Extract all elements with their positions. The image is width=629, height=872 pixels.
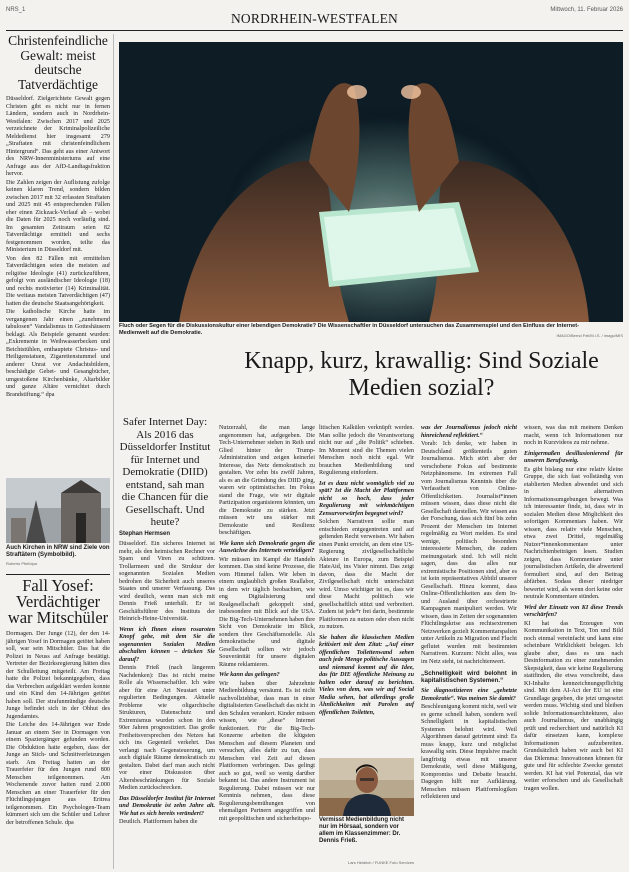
left-body <box>6 96 110 399</box>
column-paragraph: KI hat das Erzeugen von Kommunikation in Text, Ton und Bild noch einmal vereinfacht und kann eine scheinbare Wirklichkeit belegen. Ich glaube aber, dass es uns nach Desinformation zu einer zunehmenden Skepsigkeit, dass wir keine Regulierung stattfinden, die etwa vorschreibt, dass KI-Inhalte kennzeichnungspflichtig sind. Mit dem AI-Act der EU ist eine Grundlage gegeben, die jetzt umgesetzt werden muss. Wichtig sind und bleiben solide Informationsarchitekturen, also auch Journalismus, der unabhängig prüft und recherchiert und natürlich KI dafür einsetzen kann, komplexe Informationen aufzubereiten. Grundsätzlich haben wir auch bei KI das Dilemma: Innovationen können für gute und für schlechte Zwecke genutzt werden. KI hat viel Potenzial, das wir weiter erforschen und als Gesellschaft tragen wollen. <box>524 620 623 792</box>
column-paragraph: Beschleunigung kommt nicht, weil wir es gerne schnell haben, sondern weil Schnelligkeit in kapitalistischen Systemen belohnt wird. Weil Algorithmen darauf getrimmt sind: Es muss knapp, kurz und möglichst krawallig sein. Diese Impulsive macht langfristig etwas mit unserer Demokratie, weil diese Mäßigung, Kompromiss und Debatte braucht. Dagegen hilft nur Aufklärung. Menschen müssen Plattformlogiken reflektieren und <box>421 704 517 800</box>
fall-headline: Fall Yosef: Verdächtiger war Mitschüler <box>7 576 109 627</box>
interview-question: Wie kann sich Demokratie gegen die Auswüchse des Internets verteidigen? <box>219 540 315 554</box>
fall-paragraph: Die Leiche des 14-Jährigen war Ende Januar an einem See in Dormagen von einem Spaziergänger gefunden worden. Die Obduktion hatte ergeben, dass der Junge an Stich- und Schnittverletzungen starb. Am Freitag hatten an der Trauerfeier für den Jungen rund 800 Menschen teilgenommen. Am Wochenende zuvor hatten rund 2.000 Menschen an einer Trauerfeier für den Flüchtlingsjungen aus Eritrea teilgenommen. Ein Psychologen-Team kümmert sich um die Schüler und Lehrer der betroffenen Schule. dpa <box>6 722 110 826</box>
interview-question: Wie kann das gelingen? <box>219 672 280 678</box>
portrait-photo <box>319 758 414 816</box>
article-column-3 <box>319 425 414 718</box>
fall-article <box>6 578 110 828</box>
photo-credit: IMAGO/Bernd Feil/M.i.S. / imago/MIS <box>556 333 623 338</box>
article-column-5 <box>524 425 623 794</box>
interview-question: Sie diagnostizieren eine „gehetzte Demokratie“. Was meinen Sie damit? <box>421 688 517 702</box>
main-photo <box>119 42 623 322</box>
teaser: Safer Internet Day: Als 2016 das Düsseldorfer Institut für Internet und Demokratie (DIID) entstand, sah man die Chancen für die Gesellschaft. Und heute? <box>119 416 211 528</box>
church-image <box>6 478 110 543</box>
portrait-credit: Lars Heidrich / FUNKE Foto Services <box>347 860 414 865</box>
column-paragraph: Solchen Narrativen sollte man entschieden entgegentreten und auf geltenden Recht verweisen. Wir haben einen Punkt erreicht, an dem eine US-Regierung zivilgesellschaftliche Akteure in Europa, zum Beispiel HateAid, ins Visier nimmt. Das zeigt davon, dass die Macht der Zivilgesellschaft nicht unterschätzt wird. Umso wichtiger ist es, dass wir diese Macht politisch wie gesellschaftlich stützt und verbreitert. Zudem ist jede*r frei darin, bestimmte Plattformen zu nutzen oder eben nicht zu nutzen. <box>319 519 414 630</box>
page-date: Mittwoch, 11. Februar 2026 <box>550 7 623 13</box>
church-caption: Auch Kirchen in NRW sind Ziele von Straftätern (Symbolbild). <box>6 545 110 558</box>
left-paragraph: Die katholische Kirche hatte im vergangenen Jahr einen „zunehmend tabulosen“ Vandalismus in Gotteshäusern beklagt. Als Beispiele genannt wurden: „Exkremente in Weihwasserbecken und Beichtstühlen, enthauptete Christus- und Heiligenstatuen, Zigarettenstummel und anderer Unrat vor Andachtsbildern, beschädigte Gebet- und Gesangbücher, umgestoßene Kirchenbänke, Altarbilder und ganze Altäre vernichtet durch Brandstiftung.“ dpa <box>6 309 110 398</box>
column-paragraph: wissen, was das mit meinem Denken macht, wenn ich Informationen nur noch in Kurzvideos zu mir nehme. <box>524 425 623 446</box>
column-paragraph: Nutzerzahl, die man lange angenommen hat, aufgegeben. Die Tech-Unternehmer stehen in Reih und Glied hinter der Trump-Administration und zeigen keinerlei Interesse, das Netz demokratisch zu gestalten. Vor zehn bis zwölf Jahren, als es an die Gründung des DIID ging, waren wir optimistischer. Im Fokus stand die Frage, wie wir digitale Partizipation organisieren könnten, um die Demokratie zu stärken. Jetzt müssen wir uns stärker mit Demokratie und Resilienz beschäftigen. <box>219 425 315 536</box>
column-paragraph: Wir haben über Jahrzehnte Medienbildung versäumt. Es ist nicht nachvollziehbar, dass man in einer digitalisierten Gesellschaft das nicht in den Schulen verankert. Kinder müssen wissen, wie „diese“ Internet funktioniert. Für die Big-Tech-Konzerne arbeiten die klügsten Menschen auf diesem Planeten und versuchen, alles dafür zu tun, dass Menschen viel Zeit auf diesen Plattformen verbringen. Das gelingt auch so gut, weil so wenig darüber bekannt ist. Das andere Instrument ist Regulierung. Dabei müssen wir nur Kenntnis nehmen, dass diese Regulierungsbemühungen von ehemaligen Partnern angegriffen und mit geopolitischen und sicherheitspo- <box>219 680 315 822</box>
fall-body <box>6 631 110 827</box>
left-paragraph: Düsseldorf. Zielgerichtete Gewalt gegen Christen gibt es nicht nur in fernen Ländern, sondern auch in Nordrhein-Westfalen: Zwischen 2017 und 2025 verzeichnete der Kriminalpolizeiliche Meldedienst hier insgesamt 279 „Straftaten mit christenfeindlichem Hintergrund“. Das geht aus einer Antwort des NRW-Innenministeriums auf eine Anfrage aus der AfD-Landtagsfraktion hervor. <box>6 96 110 177</box>
interview-question: Das Düsseldorfer Institut für Internet und Demokratie ist zehn Jahre alt. Wie hat es sich bereits verändert? <box>119 795 215 817</box>
article-column-4 <box>421 425 517 803</box>
column-paragraph: Deutlich. Plattformen haben die <box>119 819 198 825</box>
interview-question: Wenn ich Ihnen einen rosaroten Knopf gebe, mit dem Sie die sogenannten Sozialen Medien abschalten können – drücken Sie darauf? <box>119 626 215 663</box>
interview-question: Sie haben die klassischen Medien kritisiert mit dem Zitat: „Auf einer öffentlichen Toilettenwand sehen auch jede Menge politische Aussagen und niemand kommt auf die Idee, das für DIE öffentliche Meinung zu halten oder darauf zu berichten. Vieles von dem, was wir auf Social Media sehen, hat allerdings große Ähnlichkeiten mit Parolen auf öffentlichen Toiletten, <box>319 634 414 716</box>
section-title: NORDRHEIN-WESTFALEN <box>230 11 399 26</box>
divider <box>6 574 110 575</box>
left-paragraph: Von den 82 Fällen mit ermittelten Tatverdächtigen seien die meisten auf religiöse Ideologie (41) zurückzuführen, gefolgt von ausländischer Ideologie (18) und rechts motivierter (14) Kriminalität. Die weitaus meisten Tatverdächtigen (47) hatten die deutsche Staatsangehörigkeit. <box>6 255 110 307</box>
fall-paragraph: Dormagen. Der Junge (12), der den 14-jährigen Yosef in Dormagen getötet haben soll, war sein Mitschüler. Das hat die Polizei in Neuss auf Anfrage bestätigt. Vertreter der Bezirksregierung hätten dies der Schulleitung mitgeteilt. Am Freitag hatte die Polizei bekanntgegeben, dass das Verbrechen aufgeklärt werden konnte und ein Kind den 14-Jährigen getötet haben soll. Der strafunmündige deutsche Junge befindet sich in der Obhut des Jugendamtes. <box>6 631 110 720</box>
page-code: NRS_1 <box>6 7 26 13</box>
pull-quote: „Schnelligkeit wird belohnt in kapitalistischen Systemen.“ <box>421 670 517 684</box>
author: Stephan Hermsen <box>119 531 171 537</box>
column-paragraph: Es gibt bislang nur eine relativ kleine Gruppe, die sich fast vollständig von etablierten Medien abwendet und sich in alternativen Informationsumgebungen bewegt. Was ich interessanter finde, ist, dass wir in sozialen Medien diese Möglichkeit des sofortigen Kommentars haben. Wir wissen, dass relativ viele Menschen, etwa zwei Drittel, regelmäßig Nutzer*innenkommentare unter Nachrichtenbeiträgen lesen. Studien zeigen, dass Kommentare unter journalistischen Artikeln, die abwertend formuliert sind, auf den Beitrag abfärben. Sodass dieser niedriger bewertet wird, als wenn dort keine oder neutrale Kommentare stünden. <box>524 466 623 600</box>
portrait-image <box>319 758 414 816</box>
left-article <box>6 34 110 400</box>
column-paragraph: Wir müssen im Kampf die Handeln kommen. Das sind keine Prozesse, die vom Himmel fallen. Wir leben in einem unglaublich großen Reallabor, in dem wir täglich beobachten, wie eng Digitalisierung und Realgesellschaft gekoppelt sind, insbesondere mit Blick auf die USA. Die Big-Tech-Unternehmen haben ihre Sicht von Demokratie im Blick, sondern ihre Geschäftsmodelle. Als demokratische und digitale Gesellschaft sollten wir jedoch Souveränität für unsere digitalen Räume reklamieren. <box>219 556 315 668</box>
article-column-2 <box>219 425 315 824</box>
main-title: Knapp, kurz, krawallig: Sind Soziale Medien sozial? <box>244 348 599 401</box>
left-headline: Christenfeindliche Gewalt: meist deutsche Tatverdächtige <box>8 33 108 92</box>
portrait-caption: Vermisst Medienbildung nicht nur im Hörsaal, sondern vor allem im Klassenzimmer: Dr. Dennis Frieß. <box>319 817 405 844</box>
article-column-1 <box>119 541 215 828</box>
column-paragraph: litischen Kalkülen verknüpft werden. Man sollte jedoch die Verantwortung nicht nur auf „die Politik“ schieben. Im Moment sind die Themen vielen Menschen noch nicht egal. Wir brauchen Medienbildung und Regulierung einfordern. <box>319 425 414 476</box>
column-paragraph: Düsseldorf. Ein sicheres Internet ist mehr, als den heimischen Rechner vor Spam und Viren zu schützen. Trollarmeen und die Struktur der sogenannten Sozialen Medien bedrohen die Sicherheit auch unseres Staates und unserer Verfassung. Das wird deutlich, wenn man sich mit Dennis Frieß unterhält. Er ist Geschäftsführer des Instituts der Heinrich-Heine-Universität. <box>119 541 215 622</box>
column-paragraph: Vorab: Ich denke, wir haben in Deutschland größtenteils guten Journalismus. Mich stört aber der verschobene Fokus auf bestimmte Netzphänomene. Im extremen Fall vom Journalismus Kenntnis über die Verfasstheit von Online-Öffentlichkeiten. Journalist*innen müssen wissen, dass diese nicht die Gesellschaft darstellen. Wir wissen aus der Forschung, dass sich fünf bis zehn Prozent der Menschen im Internet regelmäßig zu Wort melden. Es sind wenige, politisch besonders interessierte Menschen, die zudem meinungsstark sind. Ich will nicht sagen, dass das alles nur extremistische Positionen sind, aber es ist kein repräsentatives Abbild unserer Gesellschaft. Hinzu kommt, dass Online-Öffentlichkeiten aus dem In- und Ausland über orchestrierte Kampagnen manipuliert werden. Wir wissen, dass in Zeiten der sogenannten Flüchtlingskrise aus rechtsextremen Netzwerken gezielt Kommentarspalten unter Artikeln zu Migration und Flucht geflutet wurden mit bestimmten Narrativen. Kurzum: Nicht alles, was im Netz steht, ist nachrichtenwert. <box>421 441 517 665</box>
column-paragraph: Dennis Frieß (nach längerem Nachdenken): Das ist nicht meine Rolle als Wissenschaftler. Ich wäre aber für eine Art Neustart unter regulierten Bedingungen. Aktuelle Probleme wie oligarchische Strukturen, Datenschutz und Extremismus wurden schon in den 90er Jahren prognostiziert. Das große Freiheitsversprechen des Netzes hat sich ins Gegenteil verkehrt. Das verlangt nach Gegensteuerung, um auch digitale Räume demokratisch zu gestalten. Dabei darf man auch nicht vor einer Diskussion über Altersbeschränkungen für Soziale Medien zurückschrecken. <box>119 665 215 791</box>
photo-caption: Fluch oder Segen für die Diskussionskultur einer lebendigen Demokratie? Die Wissenschaftler in Düsseldorf untersuchen das Zusammenspiel und den Einfluss der Internet-Medienwelt auf die Demokratie. <box>119 323 579 336</box>
interview-question: Ist es dazu nicht womöglich viel zu spät? Ist die Macht der Plattformen nicht so hoch, dass jeder Regulierung mit wirkmächtigen Zensurvorwürfen begegnet wird? <box>319 480 414 517</box>
interview-question: Einigermaßen desillusionierend für unseren Berufszweig. <box>524 450 623 464</box>
left-paragraph: Die Zahlen zeigen der Auflistung zufolge keinen klaren Trend, sondern bilden zwischen 2017 mit 32 erfassten Straftaten und 2025 mit 45 entsprechenden Fällen eher einen Zickzack-Verlauf ab – wobei die Daten für 2025 noch vorläufig sind. Im gesamten Zeitraum seien 82 Tatverdächtige ermittelt und sechs festgenommen worden, teilte das Ministerium in Düsseldorf mit. <box>6 179 110 253</box>
header-rule <box>6 30 623 31</box>
interview-question: Wird der Einsatz von KI diese Trends verschärfen? <box>524 604 623 618</box>
church-credit: Roberto Pfeil/dpa <box>6 561 37 566</box>
church-photo <box>6 478 110 543</box>
hands-smartphone-photo <box>119 42 623 322</box>
interview-question: was der Journalismus jedoch nicht hinreichend reflektiert.“ <box>421 425 517 439</box>
column-rule <box>113 34 114 869</box>
